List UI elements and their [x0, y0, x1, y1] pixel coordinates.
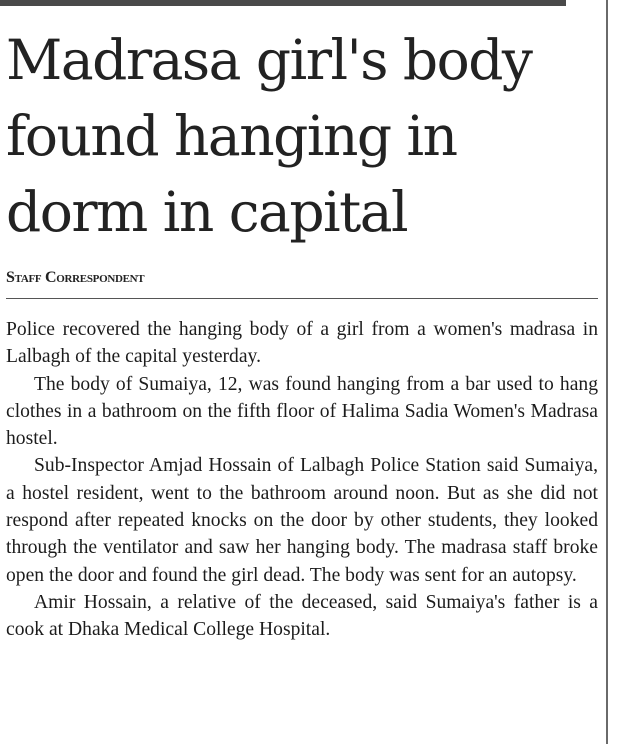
article-paragraph: Amir Hossain, a relative of the deceased, said Sumaiya's father is a cook at Dhaka Medical College Hospital.	[6, 591, 598, 641]
article-byline: Staff Correspondent	[6, 269, 145, 286]
byline-divider	[6, 298, 598, 299]
article-body	[6, 316, 598, 644]
top-border-rule	[0, 0, 566, 6]
article-paragraph: Police recovered the hanging body of a girl from a women's madrasa in Lalbagh of the capital yesterday.	[6, 319, 598, 368]
article-paragraph: Sub-Inspector Amjad Hossain of Lalbagh Police Station said Sumaiya, a hostel resident, went to the bathroom around noon. But as she did not respond after repeated knocks on the door by other students, they looked through the ventilator and saw her hanging body. The madrasa staff broke open the door and found the girl dead. The body was sent for an autopsy.	[6, 455, 598, 586]
article-paragraph: The body of Sumaiya, 12, was found hanging from a bar used to hang clothes in a bathroom on the fifth floor of Halima Sadia Women's Madrasa hostel.	[6, 373, 598, 450]
column-divider-rule	[606, 0, 608, 744]
article-headline: Madrasa girl's body found hanging in dorm in capital	[6, 28, 532, 244]
news-article	[6, 22, 598, 644]
